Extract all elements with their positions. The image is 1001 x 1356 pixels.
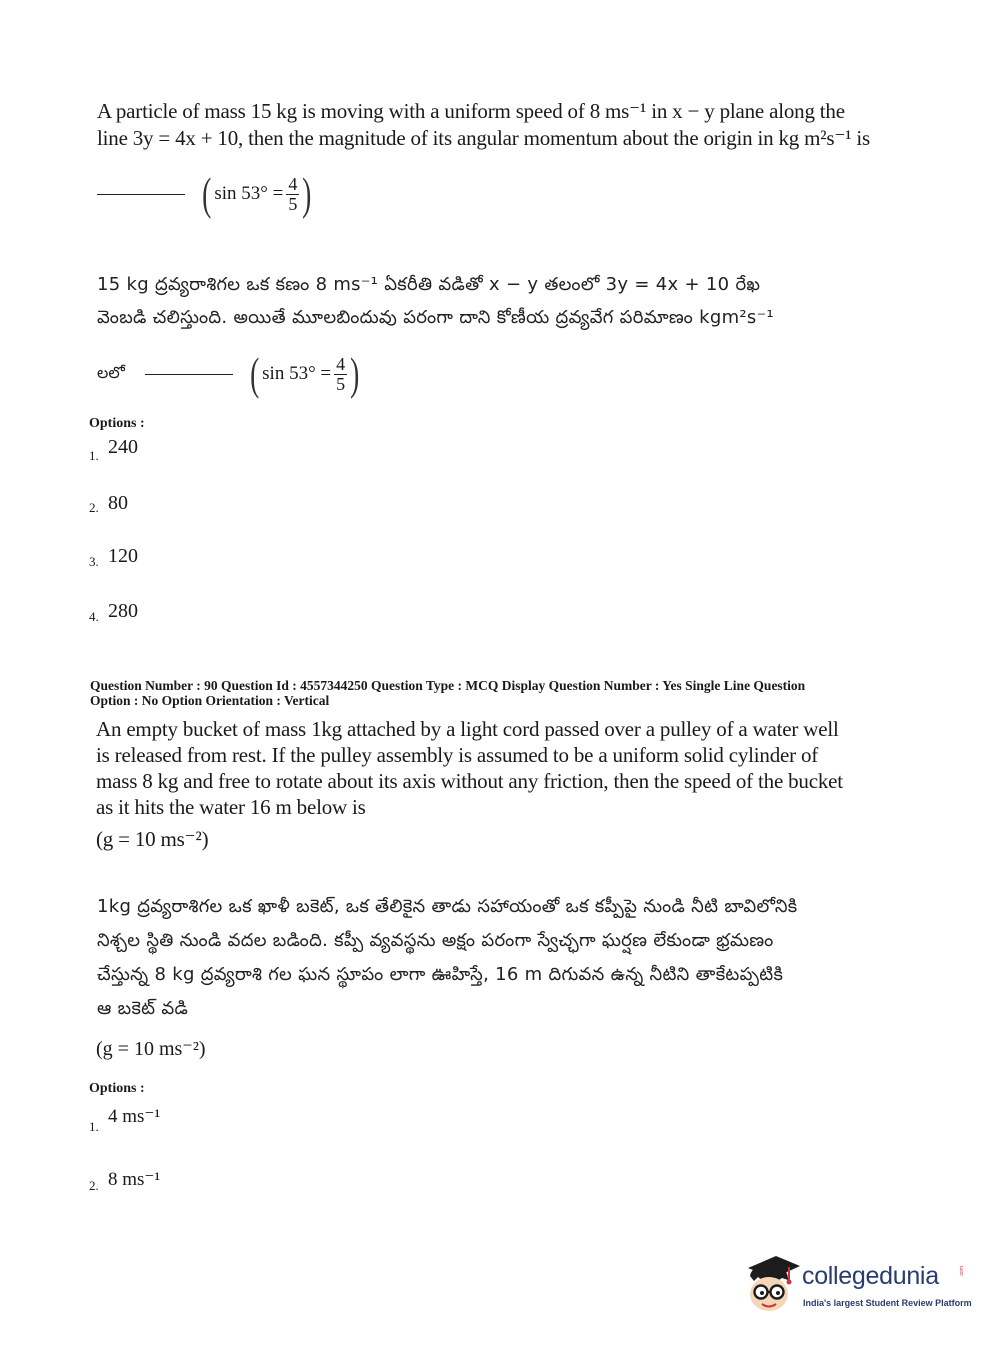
answer-blank-te bbox=[145, 374, 233, 375]
q90-en-line-1: An empty bucket of mass 1kg attached by a light cord passed over a pulley of a water well bbox=[96, 717, 839, 741]
option-value: 4 ms⁻¹ bbox=[108, 1106, 161, 1127]
option-number: 2. bbox=[89, 1178, 99, 1193]
hint-fraction bbox=[286, 175, 299, 214]
q90-options-label: Options : bbox=[89, 1081, 145, 1096]
q90-english bbox=[96, 716, 896, 852]
q89-te-line-2: వెంబడి చలిస్తుంది. అయితే మూలబిందువు పరంగా దాని కోణీయ ద్రవ్యవేగ పరిమాణం kgm²s⁻¹ bbox=[97, 307, 774, 328]
q89-te-hint bbox=[97, 347, 362, 401]
answer-blank bbox=[97, 194, 185, 195]
q90-meta-line-2: Option : No Option Orientation : Vertical bbox=[90, 693, 330, 708]
option-number: 4. bbox=[89, 609, 99, 624]
hint-fraction-te bbox=[334, 355, 347, 394]
logo-dotcom: .com bbox=[959, 1266, 965, 1277]
hint-numerator: 4 bbox=[288, 173, 298, 194]
collegedunia-logo[interactable] bbox=[742, 1250, 972, 1320]
hint-expression-te: ( sin 53° = $\frac{4}{5}$ ) bbox=[249, 348, 360, 399]
hint-numerator-te: 4 bbox=[336, 353, 346, 374]
q89-te-line-1: 15 kg ద్రవ్యరాశిగల ఒక కణం 8 ms⁻¹ ఏకరీతి వడితో x − y తలంలో 3y = 4x + 10 రేఖ bbox=[97, 274, 761, 295]
q90-te-line-1: 1kg ద్రవ్యరాశిగల ఒక ఖాళీ బకెట్, ఒక తేలికైన తాడు సహాయంతో ఒక కప్పీపై నుండి నీటి బావిలోనికి bbox=[97, 896, 798, 917]
q89-telugu bbox=[97, 268, 917, 334]
option-value: 280 bbox=[108, 600, 138, 622]
option-value: 80 bbox=[108, 492, 128, 514]
q89-en-line-2: line 3y = 4x + 10, then the magnitude of its angular momentum about the origin in kg m²s⁻¹ is bbox=[97, 126, 870, 150]
q90-meta-line-1: Question Number : 90 Question Id : 4557344250 Question Type : MCQ Display Question Number : Yes Single Line Question bbox=[90, 678, 806, 693]
option-number: 2. bbox=[89, 500, 99, 515]
option-number: 3. bbox=[89, 554, 99, 569]
logo-wordmark: collegedunia bbox=[802, 1262, 939, 1290]
mascot-icon bbox=[742, 1250, 802, 1316]
q90-te-line-4: ఆ బకెట్ వడి bbox=[97, 998, 189, 1019]
q90-en-line-4: as it hits the water 16 m below is bbox=[96, 795, 366, 819]
option-value: 240 bbox=[108, 436, 138, 458]
q90-telugu bbox=[97, 890, 917, 1026]
hint-denominator-te: 5 bbox=[336, 373, 346, 394]
q89-en-line-1: A particle of mass 15 kg is moving with a uniform speed of 8 ms⁻¹ in x − y plane along the bbox=[97, 99, 845, 123]
q90-meta bbox=[90, 678, 970, 708]
hint-lhs: sin 53° = bbox=[214, 183, 284, 204]
q90-en-line-2: is released from rest. If the pulley assembly is assumed to be a uniform solid cylinder of bbox=[96, 743, 819, 767]
hint-expression: ( sin 53° = $\frac{4}{5}$ ) bbox=[202, 168, 312, 219]
q90-te-gravity: (g = 10 ms⁻²) bbox=[96, 1038, 206, 1060]
option-number: 1. bbox=[89, 448, 99, 463]
q89-english bbox=[97, 98, 897, 152]
q90-en-line-3: mass 8 kg and free to rotate about its axis without any friction, then the speed of the bucket bbox=[96, 769, 843, 793]
q89-en-hint bbox=[97, 167, 315, 221]
option-value: 8 ms⁻¹ bbox=[108, 1169, 161, 1190]
q89-options-label: Options : bbox=[89, 416, 145, 431]
q89-te-line-3: లలో bbox=[97, 362, 125, 382]
q90-te-line-2: నిశ్చల స్థితి నుండి వదల బడింది. కప్పీ వ్యవస్థను అక్షం పరంగా స్వేచ్ఛగా ఘర్షణ లేకుండా భ్రమణం bbox=[97, 930, 774, 951]
hint-lhs-te: sin 53° = bbox=[262, 363, 332, 384]
option-number: 1. bbox=[89, 1119, 99, 1134]
hint-denominator: 5 bbox=[288, 193, 298, 214]
option-value: 120 bbox=[108, 545, 138, 567]
logo-tagline: India's largest Student Review Platform bbox=[803, 1298, 972, 1308]
q90-te-line-3: చేస్తున్న 8 kg ద్రవ్యరాశి గల ఘన స్థూపం లాగా ఊహిస్తే, 16 m దిగువన ఉన్న నీటిని తాకేటప్పటికి bbox=[97, 964, 784, 985]
q90-en-gravity: (g = 10 ms⁻²) bbox=[96, 827, 209, 851]
